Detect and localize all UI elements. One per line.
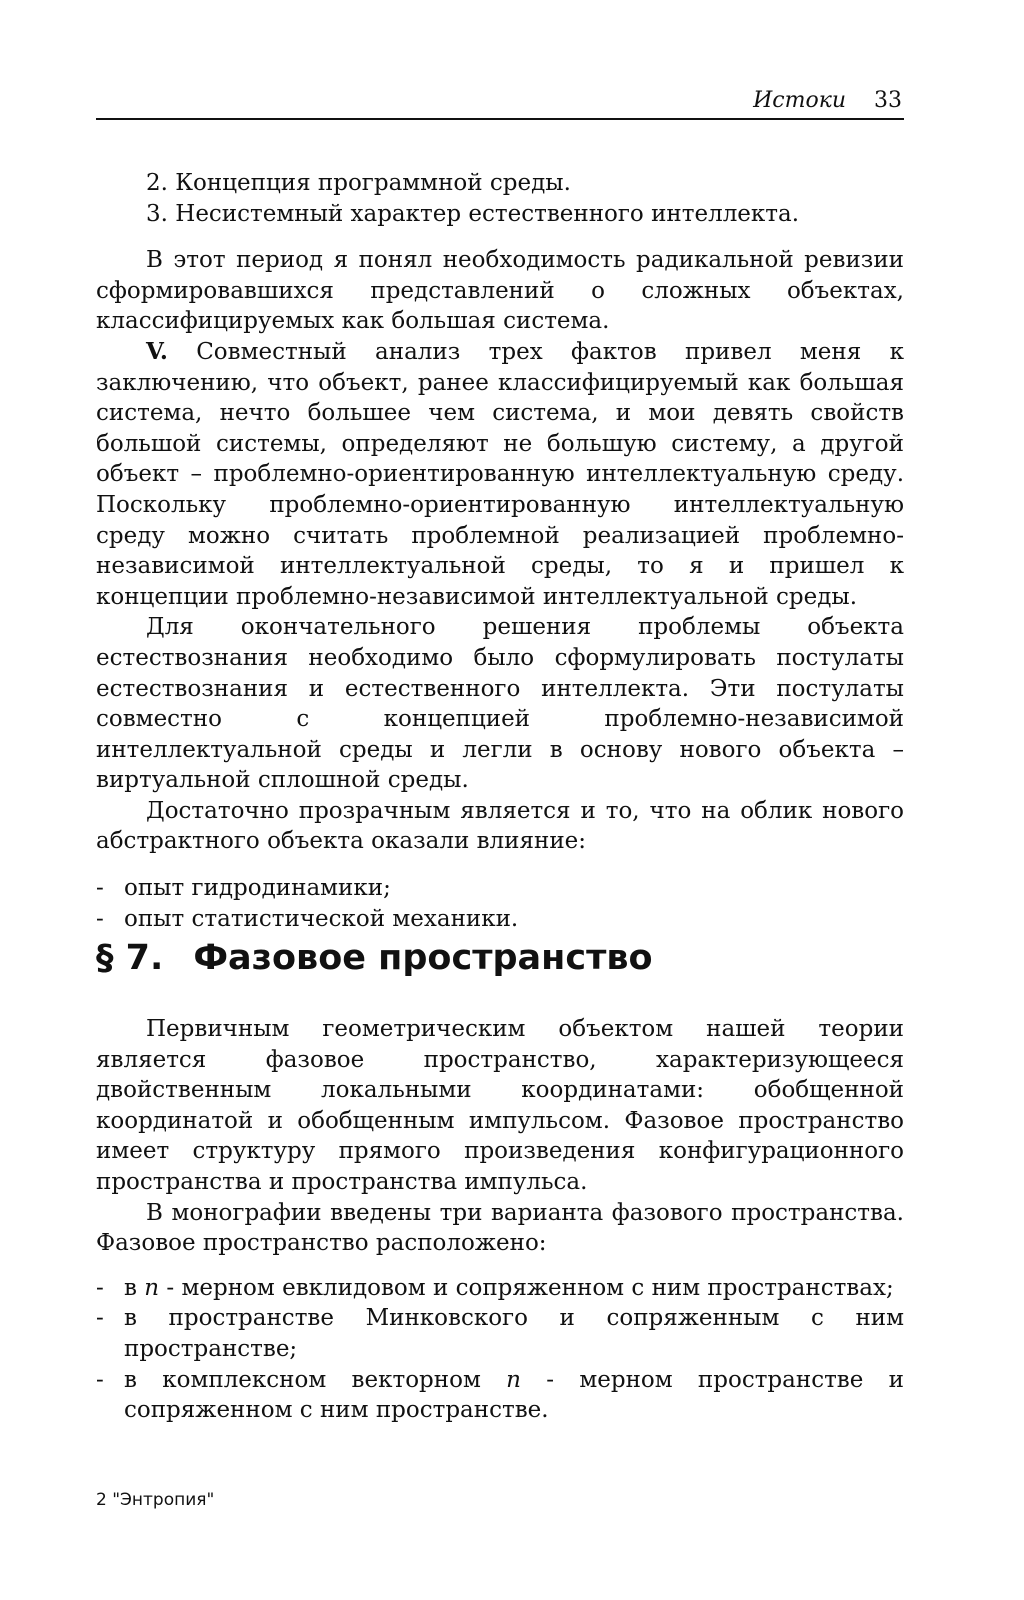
- variant-minkowski: в пространстве Минковского и сопряженным с ним пространстве;: [124, 1305, 904, 1362]
- list-item: [96, 1303, 904, 1364]
- variant-text: в: [124, 1274, 145, 1301]
- running-header: [96, 82, 904, 120]
- variant-euclidean: [124, 1273, 904, 1304]
- variable-n: n: [506, 1366, 521, 1393]
- list-item-3: 3. Несистемный характер естественного интеллекта.: [146, 200, 800, 227]
- running-title: Истоки: [753, 88, 846, 113]
- list-dash: -: [96, 875, 104, 902]
- list-item-2: 2. Концепция программной среды.: [146, 170, 571, 196]
- list-dash: -: [96, 1305, 104, 1332]
- lower-text-block: [96, 1014, 904, 1426]
- list-item: [96, 1273, 904, 1304]
- page-number: 33: [874, 88, 902, 113]
- list-item: [96, 1365, 904, 1426]
- list-dash: -: [96, 1274, 104, 1301]
- list-item: [96, 904, 904, 935]
- paragraph-joint-analysis-text: Совместный анализ трех фактов привел меня к заключению, что объект, ранее классифицируемый как большая система, нечто большее чем система, и мои девять свойств большой системы, определяют не большую систему, а другой объект – проблемно-ориентированную интеллектуальную среду. Поскольку проблемно-ориентированную интеллектуальную среду можно считать проблемной реализацией проблемно-независимой интеллектуальной среды, то я и пришел к концепции проблемно-независимой интеллектуальной среды.: [96, 338, 904, 610]
- variant-text: - мерном пространстве и сопряженном с ним пространстве.: [124, 1366, 904, 1424]
- upper-text-block: [96, 168, 904, 934]
- section-heading: [96, 938, 653, 978]
- paragraph-three-variants: В монографии введены три варианта фазового пространства. Фазовое пространство расположено:: [96, 1199, 904, 1257]
- paragraph-phase-space: Первичным геометрическим объектом нашей теории является фазовое пространство, характеризующееся двойственным локальными координатами: обобщенной координатой и обобщенным импульсом. Фазовое пространство имеет структуру прямого произведения конфигурационного пространства и пространства импульса.: [96, 1016, 904, 1195]
- variant-text: - мерном евклидовом и сопряженном с ним пространствах;: [159, 1274, 894, 1301]
- list-dash: -: [96, 905, 104, 932]
- paragraph-revision: В этот период я понял необходимость радикальной ревизии сформировавшихся представлений о сложных объектах, классифицируемых как большая система.: [96, 247, 904, 335]
- list-item: [96, 873, 904, 904]
- variable-n: n: [144, 1274, 160, 1301]
- roman-numeral: V.: [146, 337, 168, 365]
- section-number: § 7.: [96, 938, 164, 978]
- signature-footnote: 2 "Энтропия": [96, 1490, 215, 1510]
- variant-text: в комплексном векторном: [124, 1366, 507, 1393]
- paragraph-joint-analysis: [96, 337, 904, 612]
- influence-statistical-mechanics: опыт статистической механики.: [124, 905, 519, 932]
- paragraph-postulates: Для окончательного решения проблемы объекта естествознания необходимо было сформулировать постулаты естествознания и естественного интеллекта. Эти постулаты совместно с концепцией проблемно-независимой интеллектуальной среды и легли в основу нового объекта – виртуальной сплошной среды.: [96, 614, 904, 794]
- paragraph-influence: Достаточно прозрачным является и то, что на облик нового абстрактного объекта оказали влияние:: [96, 797, 904, 855]
- influence-hydrodynamics: опыт гидродинамики;: [124, 875, 391, 902]
- section-title: Фазовое пространство: [193, 938, 653, 978]
- list-dash: -: [96, 1366, 104, 1393]
- variant-complex: [124, 1365, 904, 1426]
